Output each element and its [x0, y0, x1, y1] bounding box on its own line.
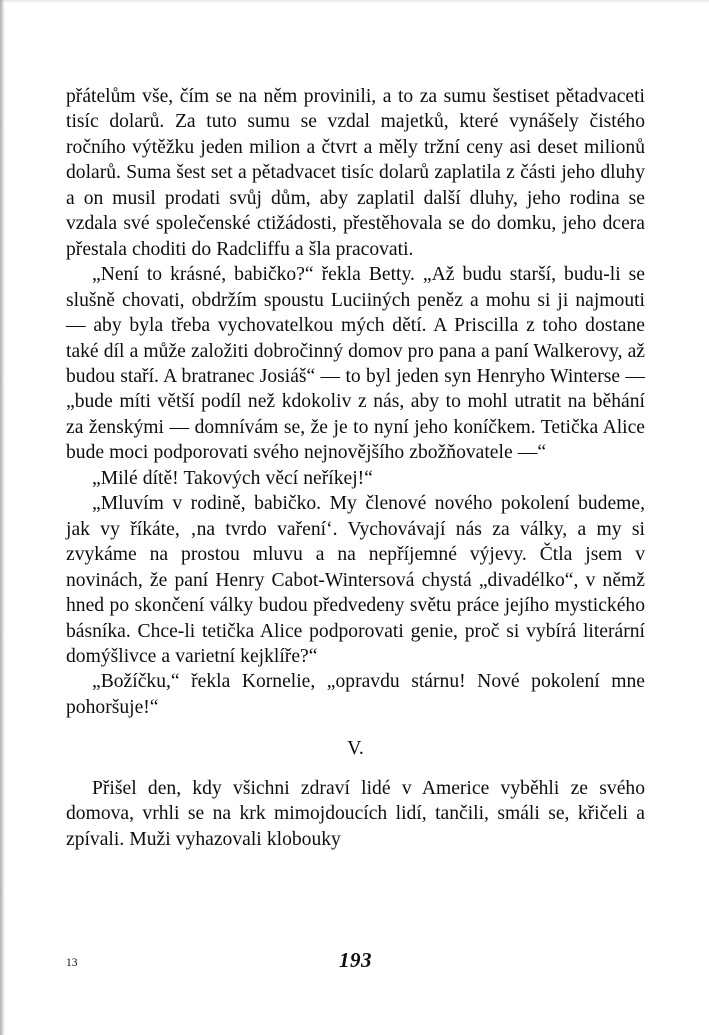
page-footer — [66, 948, 645, 978]
signature-mark: 13 — [66, 957, 78, 969]
body-paragraph: „Není to krásné, babičko?“ řekla Betty. „Až budu starší, budu-li se slušně chovati, obdržím spoustu Luciiných peněz a mohu si ji najmouti — aby byla třeba vychovatelkou mých dětí. A Priscilla z toho dostane také díl a může založiti dobročinný domov pro pana a paní Walkerovy, až budou staří. A bratranec Josiáš“ — to byl jeden syn Henryho Winterse — „bude míti větší podíl než kdokoliv z nás, aby to mohl utratit na běhání za ženskými — domnívám se, že je to nyní jeho koníčkem. Tetička Alice bude moci podporovati svého nejnovějšího zbožňovatele —“ — [66, 264, 645, 464]
scan-edge-top — [0, 0, 709, 3]
body-paragraph: „Mluvím v rodině, babičko. My členové nového pokolení budeme, jak vy říkáte, ‚na tvrdo vaření‘. Vychovávají nás za války, a my si zvykáme na prostou mluvu a na nepříjemné výjevy. Čtla jsem v novinách, že paní Henry Cabot-Wintersová chystá „divadélko“, v němž hned po skončení války budou předvedeny světu práce jejího mystického básníka. Chce-li tetička Alice podporovati genie, proč si vybírá literární domýšlivce a varietní kejklíře?“ — [66, 493, 645, 667]
body-paragraph: „Božíčku,“ řekla Kornelie, „opravdu stárnu! Nové pokolení mne pohoršuje!“ — [66, 671, 645, 718]
body-paragraph: „Milé dítě! Takových věcí neříkej!“ — [92, 467, 373, 489]
body-paragraph: přátelům vše, čím se na něm provinili, a to za sumu šestiset pětadvaceti tisíc dolarů. Za tuto sumu se vzdal majetků, které vynášely čistého ročního výtěžku jeden milion a čtvrt a měly tržní ceny asi deset milionů dolarů. Suma šest set a pětadvacet tisíc dolarů zaplatila z části jeho dluhy a on musil prodati svůj dům, aby zaplatil další dluhy, jeho rodina se vzdala své společenské ctižádosti, přestěhovala se do domku, jeho dcera přestala choditi do Radcliffu a šla pracovati. — [66, 86, 645, 260]
page-number: 193 — [339, 948, 372, 972]
section-heading: V. — [347, 738, 364, 760]
body-paragraph: Přišel den, kdy všichni zdraví lidé v Americe vyběhli ze svého domova, vrhli se na krk mimojdoucích lidí, tančili, smáli se, křičeli a zpívali. Muži vyhazovali klobouky — [66, 777, 645, 850]
scan-edge-left — [0, 0, 5, 1035]
page-textblock — [66, 84, 645, 852]
